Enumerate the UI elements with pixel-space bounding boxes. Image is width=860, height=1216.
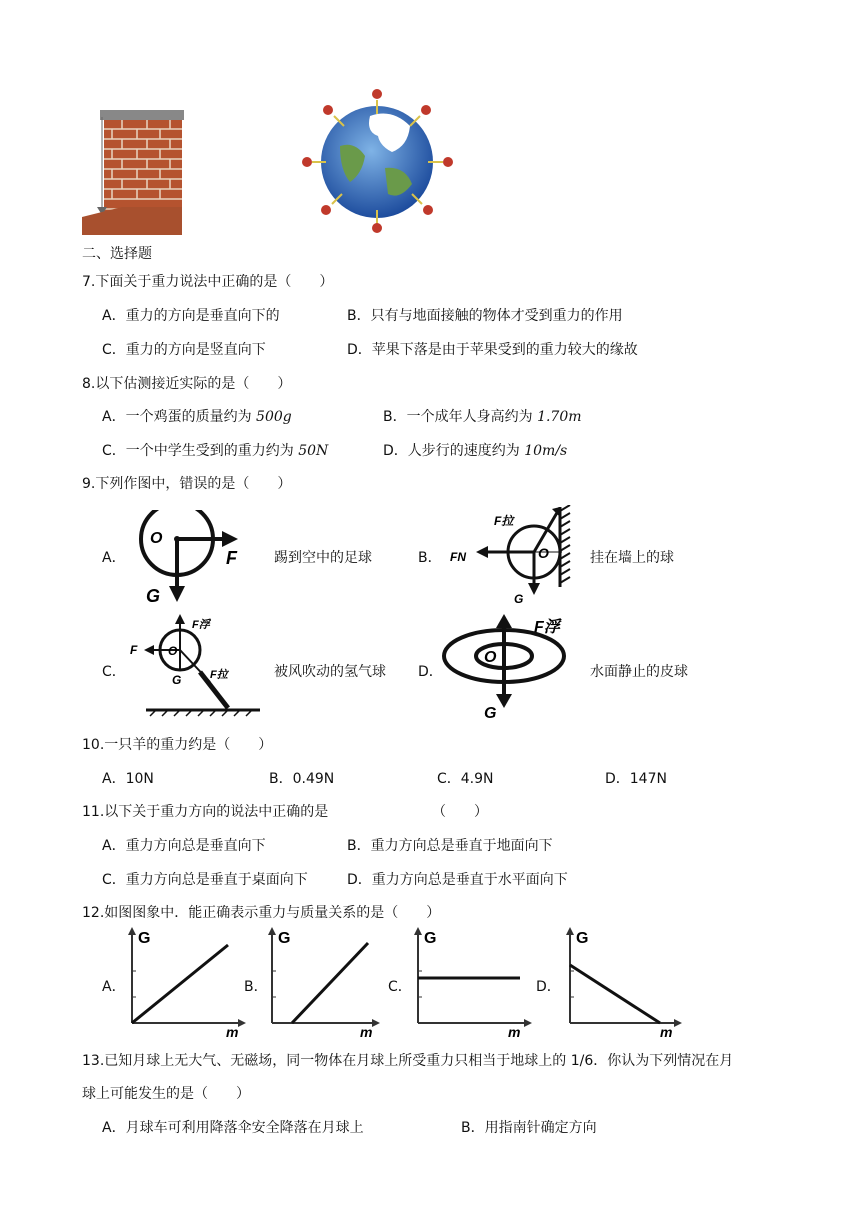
question-8-stem: 8.以下估测接近实际的是（ ） (82, 376, 292, 392)
question-12-option-d[interactable]: D． (536, 979, 561, 995)
option-c-value: 50N (298, 443, 329, 459)
label-fn: FN (450, 550, 466, 564)
option-d-value: 10m/s (524, 443, 568, 459)
brick-wall-plumb-line-figure (82, 107, 192, 237)
label-o: O (484, 649, 497, 666)
question-12-option-b[interactable]: B． (244, 979, 268, 995)
question-11-option-c[interactable]: C．重力方向总是垂直于桌面向下 (102, 872, 308, 888)
question-10-option-c[interactable]: C．4.9N (437, 771, 494, 787)
question-12-option-c[interactable]: C． (388, 979, 412, 995)
graph-d-decreasing-line (560, 927, 684, 1039)
question-10-stem: 10.一只羊的重力约是（ ） (82, 737, 273, 753)
option-b-value: 1.70m (537, 409, 582, 425)
option-b-text: B．一个成年人身高约为 (383, 409, 538, 425)
question-9-stem: 9.下列作图中，错误的是（ ） (82, 476, 292, 492)
axis-label-g: G (576, 930, 589, 947)
question-10-option-a[interactable]: A．10N (102, 771, 154, 787)
label-o: O (150, 530, 163, 547)
question-9-caption-d: 水面静止的皮球 (590, 664, 688, 680)
question-9-caption-b: 挂在墙上的球 (590, 550, 674, 566)
question-11-option-b[interactable]: B．重力方向总是垂直于地面向下 (347, 838, 553, 854)
label-o: O (168, 644, 178, 658)
earth-gravity-figure (300, 86, 455, 234)
label-g: G (172, 673, 182, 687)
football-force-diagram (126, 510, 266, 606)
label-f: F (130, 643, 138, 657)
label-f-pull: F拉 (494, 514, 514, 528)
question-8-option-a[interactable] (102, 406, 292, 426)
label-f: F (226, 548, 237, 568)
label-g: G (484, 705, 497, 720)
question-7-option-b[interactable]: B．只有与地面接触的物体才受到重力的作用 (347, 308, 623, 324)
option-c-text: C．一个中学生受到的重力约为 (102, 443, 299, 459)
axis-label-m: m (360, 1024, 373, 1039)
question-9-option-c[interactable]: C． (102, 664, 126, 680)
graph-b-offset-line (262, 927, 382, 1039)
question-11-option-a[interactable]: A．重力方向总是垂直向下 (102, 838, 266, 854)
axis-label-m: m (660, 1024, 673, 1039)
floating-ball-force-diagram (440, 612, 580, 720)
question-7-option-d[interactable]: D．苹果下落是由于苹果受到的重力较大的缘故 (347, 342, 638, 358)
balloon-force-diagram (128, 612, 264, 718)
question-11-stem: 11.以下关于重力方向的说法中正确的是 (82, 804, 329, 820)
graph-c-horizontal-line (408, 927, 534, 1039)
label-f-pull: F拉 (210, 669, 228, 681)
axis-label-m: m (508, 1024, 521, 1039)
question-13-option-a[interactable]: A．月球车可利用降落伞安全降落在月球上 (102, 1120, 364, 1136)
question-9-caption-a: 踢到空中的足球 (274, 550, 372, 566)
question-9-option-d[interactable]: D． (418, 664, 443, 680)
question-13-stem-line1: 13.已知月球上无大气、无磁场，同一物体在月球上所受重力只相当于地球上的 1/6．你认为下列情况在月 (82, 1053, 734, 1069)
question-9-option-b[interactable]: B． (418, 550, 442, 566)
question-10-option-d[interactable]: D．147N (605, 771, 667, 787)
axis-label-m: m (226, 1024, 239, 1039)
question-8-option-c[interactable] (102, 440, 328, 460)
option-a-value: 500g (256, 409, 292, 425)
question-13-stem-line2: 球上可能发生的是（ ） (82, 1086, 250, 1102)
question-13-option-b[interactable]: B．用指南针确定方向 (461, 1120, 597, 1136)
option-a-text: A．一个鸡蛋的质量约为 (102, 409, 257, 425)
wall-ball-force-diagram (446, 505, 586, 605)
question-12-option-a[interactable]: A． (102, 979, 126, 995)
question-7-option-c[interactable]: C．重力的方向是竖直向下 (102, 342, 266, 358)
label-g: G (146, 586, 161, 606)
question-11-answer-paren: （ ） (432, 804, 488, 820)
question-9-option-a[interactable]: A． (102, 550, 126, 566)
axis-label-g: G (138, 930, 151, 947)
label-f-float: F浮 (534, 619, 560, 636)
question-9-caption-c: 被风吹动的氢气球 (274, 664, 386, 680)
question-8-option-b[interactable] (383, 406, 582, 426)
question-7-option-a[interactable]: A．重力的方向是垂直向下的 (102, 308, 280, 324)
label-o: O (538, 545, 549, 561)
axis-label-g: G (278, 930, 291, 947)
section-title: 二、选择题 (82, 246, 152, 262)
question-11-option-d[interactable]: D．重力方向总是垂直于水平面向下 (347, 872, 568, 888)
graph-a-proportional-line (122, 927, 248, 1039)
question-12-stem: 12.如图图象中．能正确表示重力与质量关系的是（ ） (82, 905, 441, 921)
question-10-option-b[interactable]: B．0.49N (269, 771, 335, 787)
label-f-float: F浮 (192, 619, 210, 631)
axis-label-g: G (424, 930, 437, 947)
question-8-option-d[interactable] (383, 440, 567, 460)
option-d-text: D．人步行的速度约为 (383, 443, 525, 459)
question-7-stem: 7.下面关于重力说法中正确的是（ ） (82, 274, 334, 290)
label-g: G (514, 592, 524, 605)
